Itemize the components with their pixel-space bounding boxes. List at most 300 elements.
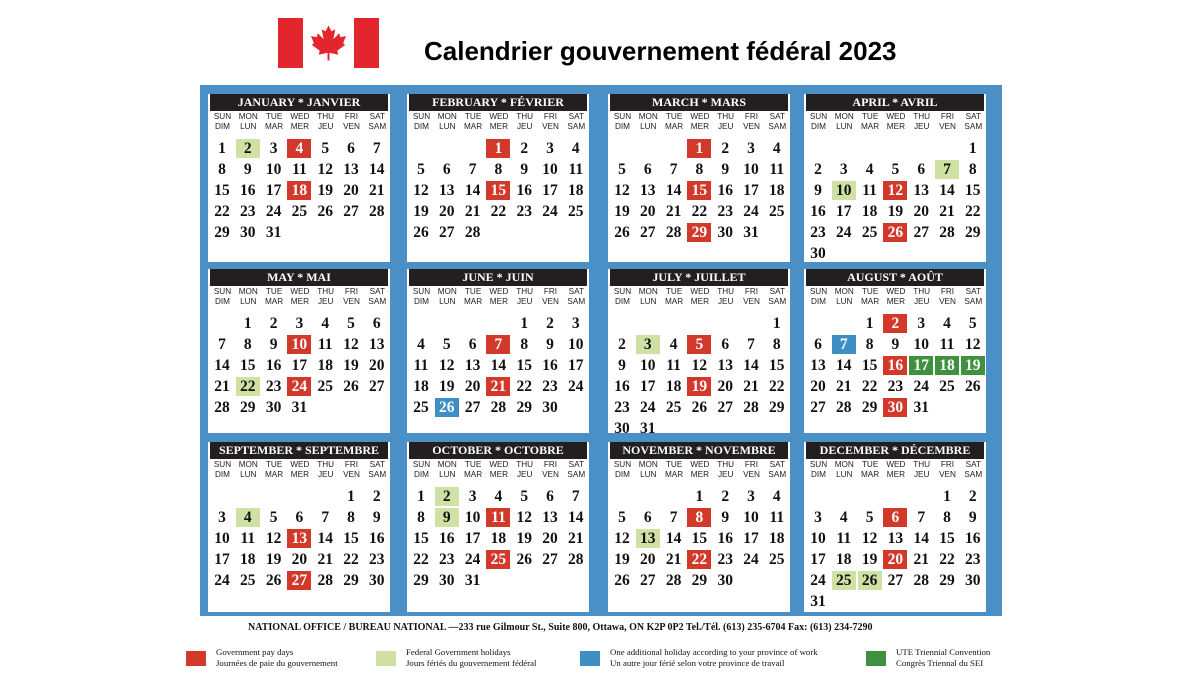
day-cell: 10 bbox=[743, 509, 759, 526]
weekday-en: THU bbox=[717, 460, 735, 469]
day-cell: 13 bbox=[640, 182, 656, 199]
day-cell: 26 bbox=[435, 398, 459, 417]
day-cell: 27 bbox=[640, 572, 656, 589]
day-cell: 13 bbox=[810, 357, 826, 374]
day-cell: 31 bbox=[265, 224, 282, 241]
day-cell: 27 bbox=[542, 551, 558, 568]
day-cell: 31 bbox=[913, 399, 929, 416]
weekday-label bbox=[739, 287, 764, 307]
weekday-label bbox=[461, 112, 486, 132]
weekday-en: SUN bbox=[809, 460, 828, 469]
day-cell: 14 bbox=[317, 530, 333, 547]
weekday-fr: SAM bbox=[368, 122, 387, 131]
day-cell: 16 bbox=[542, 357, 558, 374]
weekday-label bbox=[858, 112, 883, 132]
weekday-label bbox=[409, 287, 434, 307]
day-cell: 16 bbox=[717, 530, 733, 547]
day-cell: 28 bbox=[743, 399, 759, 416]
weekday-en: TUE bbox=[665, 112, 683, 121]
day-cell: 23 bbox=[542, 378, 558, 395]
day-cell: 9 bbox=[721, 161, 730, 178]
weekday-en: THU bbox=[317, 460, 335, 469]
day-cell: 13 bbox=[343, 161, 359, 178]
day-cell: 16 bbox=[810, 203, 826, 220]
day-cell: 11 bbox=[486, 508, 510, 527]
weekday-en: MON bbox=[437, 287, 457, 296]
weekday-label bbox=[486, 287, 511, 307]
weekday-fr: DIM bbox=[214, 122, 230, 131]
weekday-fr: JEU bbox=[913, 297, 930, 306]
day-cell: 5 bbox=[618, 161, 626, 178]
weekday-fr: MAR bbox=[664, 297, 684, 306]
month-title: JULY * JUILLET bbox=[610, 269, 788, 286]
day-cell: 3 bbox=[295, 315, 304, 332]
weekday-fr: VEN bbox=[743, 297, 760, 306]
weekday-fr: SAM bbox=[567, 122, 586, 131]
day-cell: 9 bbox=[618, 357, 626, 374]
weekday-fr: DIM bbox=[810, 470, 826, 479]
day-cell: 18 bbox=[240, 551, 256, 568]
weekday-label bbox=[832, 460, 857, 480]
weekday-label bbox=[832, 287, 857, 307]
weekday-en: FRI bbox=[344, 112, 359, 121]
day-cell: 16 bbox=[965, 530, 981, 547]
weekday-fr: DIM bbox=[614, 122, 630, 131]
weekday-en: MON bbox=[437, 460, 457, 469]
day-cell: 28 bbox=[836, 399, 852, 416]
day-cell: 24 bbox=[464, 551, 481, 568]
month-title: DECEMBER * DÉCEMBRE bbox=[806, 442, 984, 459]
day-cell: 12 bbox=[883, 181, 907, 200]
day-cell: 8 bbox=[520, 336, 529, 353]
weekday-fr: MER bbox=[290, 297, 309, 306]
weekday-fr: LUN bbox=[439, 470, 456, 479]
weekday-label bbox=[564, 287, 589, 307]
day-cell: 12 bbox=[614, 530, 630, 547]
weekday-header-row bbox=[804, 460, 986, 484]
day-cell: 10 bbox=[913, 336, 929, 353]
weekday-label bbox=[538, 112, 563, 132]
flag-red-bar-left bbox=[278, 18, 303, 68]
weekday-fr: JEU bbox=[516, 470, 533, 479]
day-cell: 23 bbox=[369, 551, 385, 568]
day-cell: 27 bbox=[640, 224, 656, 241]
weekday-fr: VEN bbox=[542, 470, 559, 479]
day-cell: 20 bbox=[810, 378, 826, 395]
weekday-en: WED bbox=[290, 112, 310, 121]
day-cell: 8 bbox=[417, 509, 425, 526]
weekday-en: THU bbox=[516, 112, 534, 121]
canada-flag-icon bbox=[278, 18, 379, 68]
day-cell: 5 bbox=[347, 315, 355, 332]
weekday-fr: DIM bbox=[810, 122, 826, 131]
day-cell: 1 bbox=[218, 140, 226, 157]
day-cell: 8 bbox=[943, 509, 951, 526]
weekday-fr: SAM bbox=[368, 470, 387, 479]
weekday-en: WED bbox=[690, 112, 710, 121]
weekday-label bbox=[883, 287, 908, 307]
weekday-en: WED bbox=[489, 112, 509, 121]
weekday-label bbox=[713, 112, 738, 132]
day-cell: 8 bbox=[243, 336, 252, 353]
day-cell: 14 bbox=[913, 530, 929, 547]
footer-office-address: NATIONAL OFFICE / BUREAU NATIONAL —233 rue Gilmour St., Suite 800, Ottawa, ON K2P 0P2 Tel./Tél. (613) 235-6704 Fax: (613) 234-7290 bbox=[248, 622, 873, 633]
day-cell: 6 bbox=[721, 336, 730, 353]
day-cell: 5 bbox=[968, 315, 977, 332]
weekday-header-row bbox=[804, 112, 986, 136]
weekday-en: SAT bbox=[568, 287, 584, 296]
day-cell: 17 bbox=[743, 530, 759, 547]
weekday-fr: MAR bbox=[860, 122, 880, 131]
day-cell: 17 bbox=[214, 551, 230, 568]
day-cell: 17 bbox=[640, 378, 656, 395]
day-cell: 12 bbox=[343, 336, 359, 353]
day-cell: 11 bbox=[836, 530, 852, 547]
day-cell: 16 bbox=[717, 182, 733, 199]
day-cell: 6 bbox=[917, 161, 926, 178]
weekday-header-row bbox=[208, 460, 390, 484]
day-cell: 16 bbox=[240, 182, 256, 199]
day-cell: 22 bbox=[236, 377, 260, 396]
day-cell: 25 bbox=[291, 203, 308, 220]
day-cell: 26 bbox=[883, 223, 907, 242]
day-cell: 16 bbox=[439, 530, 455, 547]
weekday-header-row bbox=[407, 287, 589, 311]
day-cell: 8 bbox=[494, 161, 503, 178]
weekday-label bbox=[210, 460, 235, 480]
day-cell: 4 bbox=[571, 140, 580, 157]
weekday-en: SUN bbox=[809, 112, 828, 121]
day-cell: 3 bbox=[218, 509, 226, 526]
day-cell: 12 bbox=[439, 357, 455, 374]
weekday-label bbox=[739, 112, 764, 132]
weekday-en: SAT bbox=[369, 112, 385, 121]
weekday-label bbox=[564, 112, 589, 132]
day-cell: 24 bbox=[568, 378, 584, 395]
day-cell: 18 bbox=[413, 378, 429, 395]
weekday-label bbox=[538, 460, 563, 480]
legend-label-en: One additional holiday according to your province of work bbox=[610, 647, 818, 657]
weekday-label bbox=[765, 460, 790, 480]
weekday-fr: MER bbox=[290, 122, 309, 131]
weekday-label bbox=[662, 460, 687, 480]
month-calendar bbox=[208, 94, 390, 262]
weekday-fr: VEN bbox=[939, 470, 956, 479]
day-cell: 12 bbox=[691, 357, 708, 374]
weekday-fr: MAR bbox=[264, 297, 284, 306]
weekday-fr: SAM bbox=[964, 470, 983, 479]
weekday-en: SAT bbox=[965, 112, 981, 121]
day-cell: 24 bbox=[810, 572, 826, 589]
day-cell: 1 bbox=[243, 315, 252, 332]
weekday-label bbox=[806, 287, 831, 307]
weekday-label bbox=[236, 287, 261, 307]
day-cell: 23 bbox=[887, 378, 904, 395]
weekday-fr: MER bbox=[489, 297, 508, 306]
weekday-en: MON bbox=[238, 287, 258, 296]
weekday-label bbox=[210, 112, 235, 132]
day-cell: 19 bbox=[887, 203, 904, 220]
day-cell: 11 bbox=[769, 161, 785, 178]
weekday-en: SAT bbox=[769, 460, 785, 469]
month-title: NOVEMBER * NOVEMBRE bbox=[610, 442, 788, 459]
weekday-en: WED bbox=[489, 460, 509, 469]
day-cell: 8 bbox=[968, 161, 977, 178]
weekday-en: TUE bbox=[265, 287, 283, 296]
weekday-fr: MER bbox=[886, 122, 905, 131]
day-cell: 8 bbox=[347, 509, 355, 526]
weekday-fr: MER bbox=[886, 297, 905, 306]
day-cell: 11 bbox=[292, 161, 307, 178]
day-cell: 24 bbox=[640, 399, 656, 416]
month-calendar bbox=[208, 269, 390, 433]
day-cell: 5 bbox=[687, 335, 711, 354]
weekday-label bbox=[339, 112, 364, 132]
day-cell: 6 bbox=[546, 488, 554, 505]
weekday-en: SUN bbox=[809, 287, 828, 296]
day-cell: 27 bbox=[439, 224, 455, 241]
day-cell: 21 bbox=[913, 551, 929, 568]
day-cell: 28 bbox=[317, 572, 333, 589]
weekday-en: MON bbox=[638, 112, 658, 121]
month-title: FEBRUARY * FÉVRIER bbox=[409, 94, 587, 111]
weekday-fr: MAR bbox=[664, 122, 684, 131]
day-cell: 31 bbox=[640, 420, 656, 437]
weekday-label bbox=[806, 460, 831, 480]
weekday-fr: LUN bbox=[640, 470, 657, 479]
weekday-label bbox=[313, 112, 338, 132]
day-cell: 25 bbox=[317, 378, 333, 395]
weekday-en: FRI bbox=[344, 460, 359, 469]
legend-color-swatch bbox=[580, 651, 600, 666]
day-cell: 13 bbox=[542, 509, 558, 526]
day-cell: 22 bbox=[343, 551, 359, 568]
day-cell: 25 bbox=[486, 550, 510, 569]
weekday-en: THU bbox=[913, 287, 931, 296]
weekday-header-row bbox=[804, 287, 986, 311]
weekday-label bbox=[313, 287, 338, 307]
weekday-label bbox=[236, 460, 261, 480]
day-cell: 15 bbox=[413, 530, 429, 547]
day-cell: 23 bbox=[240, 203, 256, 220]
weekday-fr: MER bbox=[886, 470, 905, 479]
weekday-en: FRI bbox=[940, 112, 955, 121]
day-cell: 19 bbox=[961, 356, 985, 375]
weekday-label bbox=[313, 460, 338, 480]
weekday-en: WED bbox=[690, 287, 710, 296]
month-calendar bbox=[804, 94, 986, 262]
day-cell: 22 bbox=[490, 203, 507, 220]
month-calendar bbox=[608, 442, 790, 612]
day-cell: 13 bbox=[636, 529, 660, 548]
day-cell: 14 bbox=[665, 182, 682, 199]
day-cell: 14 bbox=[464, 182, 481, 199]
weekday-en: MON bbox=[638, 460, 658, 469]
weekday-label bbox=[739, 460, 764, 480]
day-cell: 30 bbox=[614, 420, 630, 437]
weekday-fr: LUN bbox=[240, 122, 257, 131]
day-cell: 25 bbox=[568, 203, 584, 220]
day-cell: 1 bbox=[520, 315, 529, 332]
day-cell: 2 bbox=[883, 314, 907, 333]
day-cell: 29 bbox=[214, 224, 230, 241]
day-cell: 15 bbox=[687, 181, 711, 200]
weekday-fr: MER bbox=[690, 470, 709, 479]
day-cell: 9 bbox=[968, 509, 977, 526]
weekday-en: SUN bbox=[412, 287, 431, 296]
day-cell: 22 bbox=[687, 550, 711, 569]
day-cell: 3 bbox=[571, 315, 580, 332]
day-cell: 23 bbox=[516, 203, 532, 220]
day-cell: 25 bbox=[413, 399, 429, 416]
day-cell: 7 bbox=[669, 509, 678, 526]
weekday-label bbox=[512, 112, 537, 132]
weekday-label bbox=[610, 460, 635, 480]
day-cell: 24 bbox=[913, 378, 929, 395]
day-cell: 22 bbox=[965, 203, 981, 220]
weekday-en: FRI bbox=[543, 112, 558, 121]
legend-label-en: Government pay days bbox=[216, 647, 294, 657]
weekday-label bbox=[662, 287, 687, 307]
weekday-en: WED bbox=[886, 287, 906, 296]
weekday-fr: MAR bbox=[463, 470, 483, 479]
weekday-fr: VEN bbox=[343, 122, 360, 131]
weekday-fr: SAM bbox=[567, 470, 586, 479]
day-cell: 21 bbox=[665, 203, 682, 220]
day-cell: 12 bbox=[516, 509, 532, 526]
weekday-en: SAT bbox=[568, 112, 584, 121]
day-cell: 23 bbox=[717, 203, 733, 220]
weekday-fr: MAR bbox=[860, 297, 880, 306]
day-cell: 26 bbox=[691, 399, 708, 416]
weekday-fr: LUN bbox=[836, 297, 853, 306]
day-cell: 29 bbox=[343, 572, 359, 589]
weekday-en: THU bbox=[717, 112, 735, 121]
weekday-fr: VEN bbox=[343, 470, 360, 479]
weekday-fr: LUN bbox=[836, 470, 853, 479]
day-cell: 6 bbox=[468, 336, 477, 353]
day-cell: 19 bbox=[439, 378, 455, 395]
day-cell: 30 bbox=[965, 572, 981, 589]
day-cell: 14 bbox=[665, 530, 682, 547]
month-title: AUGUST * AOÛT bbox=[806, 269, 984, 286]
weekday-label bbox=[262, 460, 287, 480]
weekday-label bbox=[961, 287, 986, 307]
weekday-en: SUN bbox=[613, 112, 632, 121]
weekday-fr: SAM bbox=[768, 122, 787, 131]
day-cell: 3 bbox=[747, 140, 755, 157]
day-cell: 14 bbox=[214, 357, 230, 374]
weekday-fr: MAR bbox=[860, 470, 880, 479]
day-cell: 4 bbox=[494, 488, 503, 505]
weekday-fr: DIM bbox=[614, 297, 630, 306]
weekday-fr: JEU bbox=[317, 122, 334, 131]
weekday-en: MON bbox=[638, 287, 658, 296]
day-cell: 22 bbox=[516, 378, 532, 395]
day-cell: 29 bbox=[965, 224, 981, 241]
day-cell: 21 bbox=[317, 551, 333, 568]
day-cell: 19 bbox=[687, 377, 711, 396]
weekday-en: TUE bbox=[464, 287, 482, 296]
day-cell: 18 bbox=[665, 378, 682, 395]
day-cell: 7 bbox=[747, 336, 755, 353]
weekday-label bbox=[538, 287, 563, 307]
weekday-label bbox=[262, 112, 287, 132]
weekday-label bbox=[687, 460, 712, 480]
day-cell: 21 bbox=[836, 378, 852, 395]
day-cell: 5 bbox=[269, 509, 278, 526]
weekday-en: THU bbox=[913, 460, 931, 469]
day-cell: 4 bbox=[865, 161, 874, 178]
day-cell: 25 bbox=[769, 551, 785, 568]
day-cell: 18 bbox=[769, 530, 785, 547]
day-cell: 7 bbox=[321, 509, 330, 526]
weekday-label bbox=[832, 112, 857, 132]
day-cell: 29 bbox=[861, 399, 878, 416]
weekday-label bbox=[909, 460, 934, 480]
day-cell: 14 bbox=[836, 357, 852, 374]
day-cell: 16 bbox=[265, 357, 282, 374]
day-cell: 6 bbox=[347, 140, 355, 157]
day-cell: 26 bbox=[265, 572, 282, 589]
legend-color-swatch bbox=[866, 651, 886, 666]
day-cell: 10 bbox=[214, 530, 230, 547]
weekday-en: SAT bbox=[769, 287, 785, 296]
day-cell: 20 bbox=[343, 182, 359, 199]
weekday-fr: LUN bbox=[640, 122, 657, 131]
day-cell: 16 bbox=[369, 530, 385, 547]
day-cell: 13 bbox=[913, 182, 929, 199]
weekday-fr: MAR bbox=[264, 122, 284, 131]
legend-label bbox=[896, 647, 990, 669]
legend-color-swatch bbox=[376, 651, 396, 666]
day-cell: 30 bbox=[717, 572, 733, 589]
legend-label bbox=[216, 647, 338, 669]
weekday-label bbox=[512, 287, 537, 307]
day-cell: 18 bbox=[490, 530, 507, 547]
day-cell: 20 bbox=[291, 551, 308, 568]
weekday-en: SUN bbox=[613, 287, 632, 296]
legend-label bbox=[610, 647, 818, 669]
weekday-fr: MER bbox=[489, 470, 508, 479]
day-cell: 15 bbox=[486, 181, 510, 200]
day-cell: 3 bbox=[546, 140, 554, 157]
day-cell: 20 bbox=[439, 203, 455, 220]
day-cell: 5 bbox=[417, 161, 425, 178]
weekday-label bbox=[461, 460, 486, 480]
day-cell: 9 bbox=[546, 336, 554, 353]
day-cell: 3 bbox=[839, 161, 848, 178]
weekday-fr: VEN bbox=[939, 297, 956, 306]
weekday-label bbox=[713, 460, 738, 480]
day-cell: 1 bbox=[486, 139, 510, 158]
day-cell: 12 bbox=[265, 530, 282, 547]
day-cell: 13 bbox=[717, 357, 733, 374]
day-cell: 19 bbox=[265, 551, 282, 568]
weekday-label bbox=[236, 112, 261, 132]
day-cell: 4 bbox=[321, 315, 330, 332]
day-cell: 7 bbox=[468, 161, 477, 178]
day-cell: 4 bbox=[772, 488, 781, 505]
day-cell: 20 bbox=[542, 530, 558, 547]
day-cell: 2 bbox=[372, 488, 381, 505]
month-calendar bbox=[407, 442, 589, 612]
day-cell: 9 bbox=[435, 508, 459, 527]
weekday-fr: JEU bbox=[717, 470, 734, 479]
weekday-label bbox=[636, 112, 661, 132]
day-cell: 24 bbox=[743, 203, 759, 220]
month-title: JUNE * JUIN bbox=[409, 269, 587, 286]
